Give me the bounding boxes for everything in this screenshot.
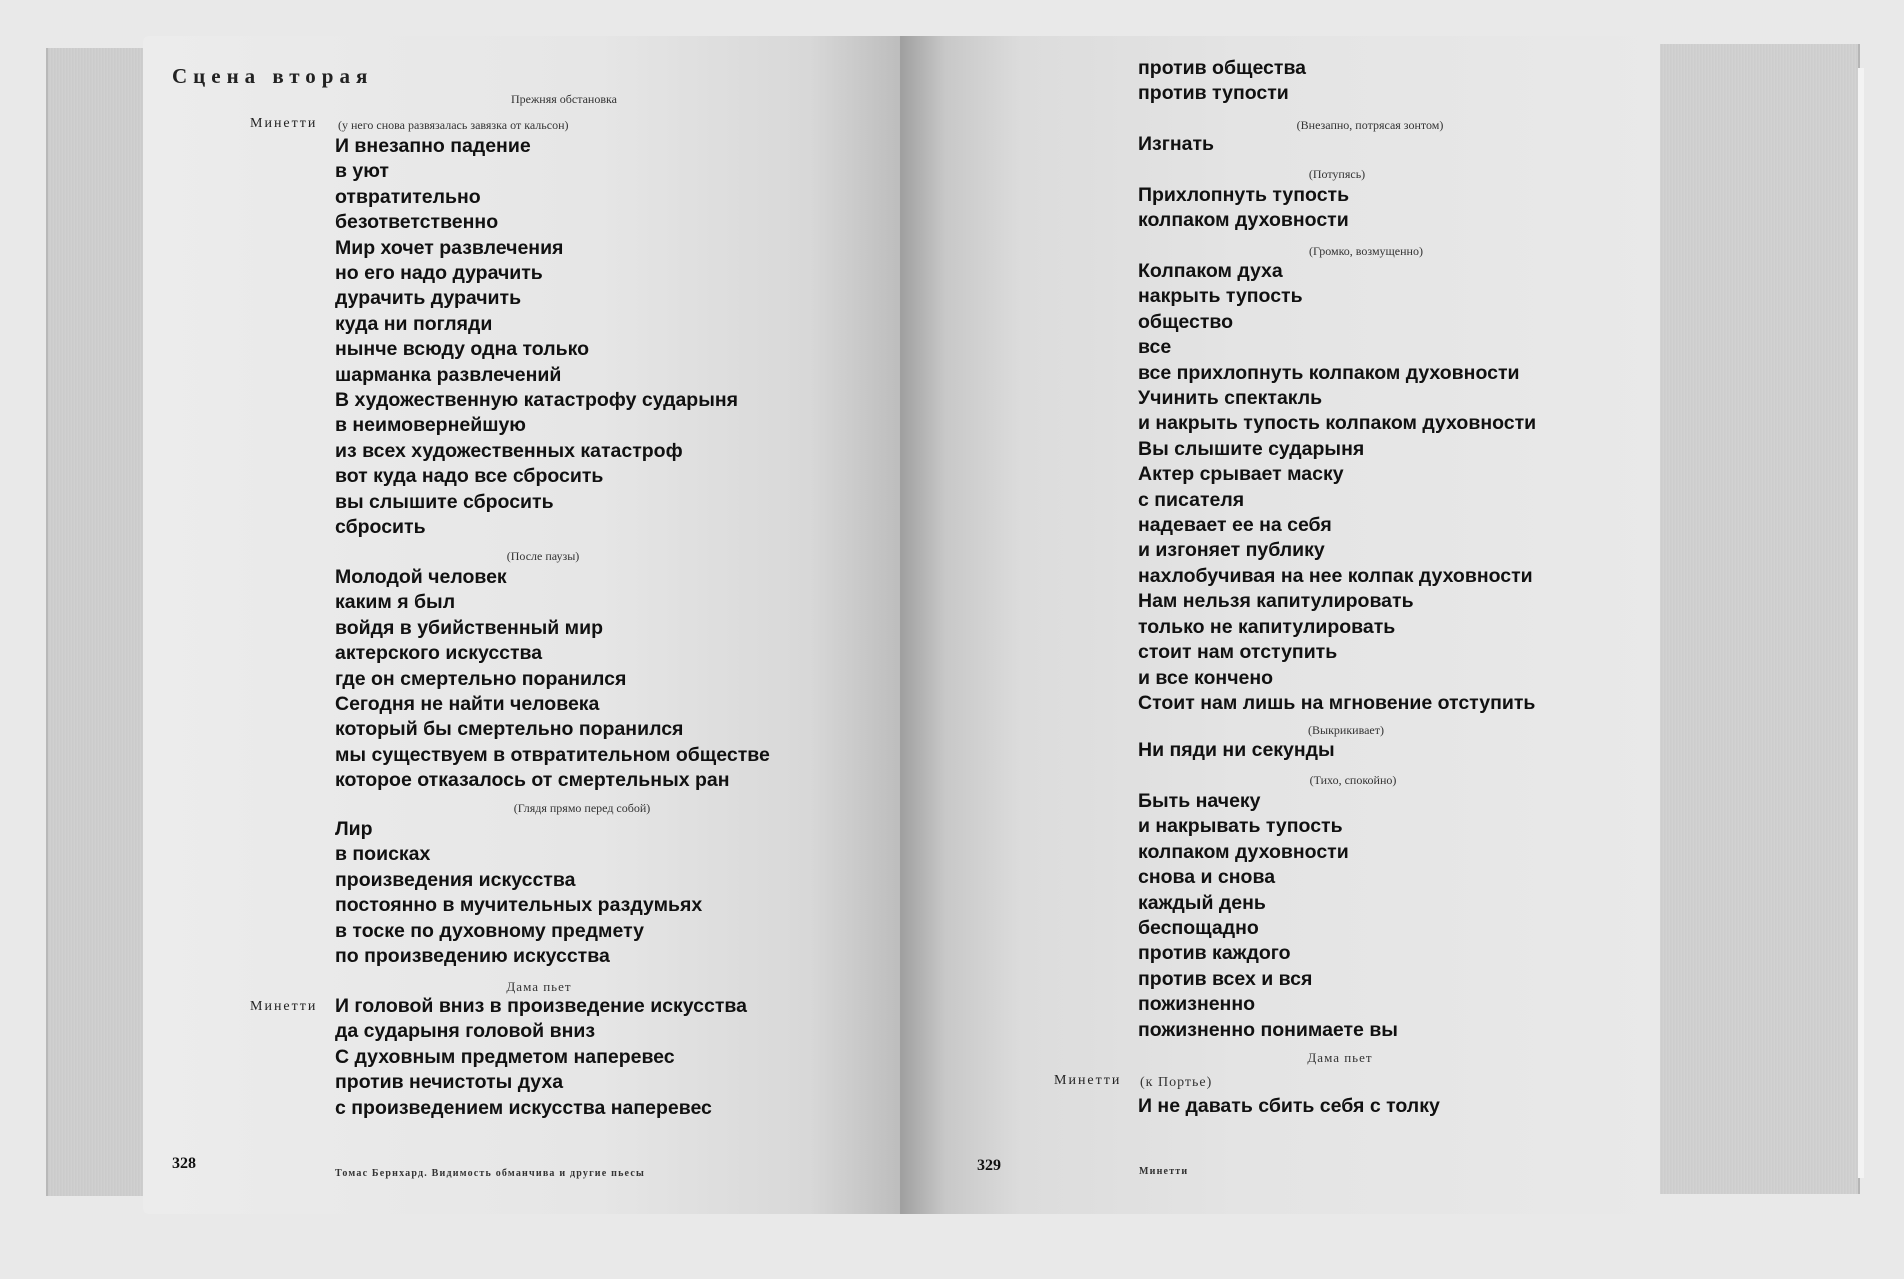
verse-line: Вы слышите сударыня [1138, 437, 1365, 460]
verse-line: с писателя [1138, 488, 1245, 511]
scene-title: Сцена вторая [172, 64, 374, 88]
verse-line: который бы смертельно поранился [335, 718, 684, 741]
verse-line: беспощадно [1138, 917, 1259, 940]
verse-line: безответственно [335, 211, 499, 234]
verse-line: дурачить дурачить [335, 287, 522, 310]
verse-line: нынче всюду одна только [335, 338, 589, 361]
verse-line: Стоит нам лишь на мгновение отступить [1138, 691, 1536, 714]
running-footer: Томас Бернхард. Видимость обманчива и другие пьесы [335, 1168, 645, 1179]
stage-direction: (Выкрикивает) [1308, 723, 1384, 737]
right-page [900, 36, 1660, 1214]
stage-direction: (Громко, возмущенно) [1309, 244, 1423, 258]
stage-direction: (Глядя прямо перед собой) [513, 801, 651, 815]
verse-line: в неимовернейшую [335, 414, 526, 437]
verse-line: но его надо дурачить [335, 262, 543, 285]
verse-line: Лир [335, 818, 373, 840]
verse-line: И внезапно падение [335, 135, 531, 157]
verse-line: мы существуем в отвратительном обществе [335, 743, 770, 766]
verse-line: все прихлопнуть колпаком духовности [1138, 361, 1520, 384]
verse-line: Сегодня не найти человека [335, 693, 600, 716]
verse-line: колпаком духовности [1138, 209, 1349, 232]
verse-line: вы слышите сбросить [335, 490, 554, 513]
verse-line: снова и снова [1138, 866, 1276, 889]
verse-line: колпаком духовности [1138, 840, 1349, 863]
verse-line: Быть начеку [1138, 790, 1261, 812]
verse-line: по произведению искусства [335, 945, 610, 968]
verse-block-3 [1138, 183, 1349, 234]
right-page-edges [1658, 44, 1860, 1194]
verse-block-6 [1138, 789, 1398, 1043]
verse-line: из всех художественных катастроф [335, 439, 683, 462]
verse-line: да сударыня головой вниз [335, 1020, 596, 1043]
page-number: 329 [977, 1157, 1001, 1174]
verse-line: и изгоняет публику [1138, 539, 1325, 562]
verse-line: Учинить спектакль [1138, 387, 1323, 410]
verse-line: общество [1138, 310, 1234, 333]
stage-direction: (Потупясь) [1308, 167, 1366, 181]
verse-line: в поисках [335, 843, 431, 866]
verse-block-4 [335, 994, 747, 1121]
stage-direction: Дама пьет [1307, 1050, 1373, 1065]
stage-direction: (После паузы) [506, 549, 580, 563]
verse-line: каким я был [335, 591, 456, 614]
verse-line: против нечистоты духа [335, 1071, 564, 1094]
verse-line: и все кончено [1138, 666, 1274, 689]
verse-line: Прихлопнуть тупость [1138, 184, 1350, 206]
verse-line: только не капитулировать [1138, 615, 1396, 638]
verse-block-5 [1138, 738, 1335, 763]
verse-line: Ни пяди ни секунды [1138, 739, 1335, 761]
verse-line: против общества [1138, 57, 1307, 79]
verse-line: с произведением искусства наперевес [335, 1096, 712, 1119]
running-footer: Минетти [1139, 1166, 1189, 1177]
verse-line: вот куда надо все сбросить [335, 465, 604, 488]
verse-block-4 [1138, 259, 1536, 716]
speaker-name: Минетти [250, 999, 318, 1014]
verse-line: актерского искусства [335, 642, 543, 665]
verse-line: накрыть тупость [1138, 285, 1303, 308]
verse-line: пожизненно [1138, 993, 1256, 1016]
verse-line: Молодой человек [335, 566, 507, 588]
stage-direction: (к Портье) [1140, 1075, 1213, 1090]
speaker-name: Минетти [250, 116, 318, 131]
verse-line: Изгнать [1138, 133, 1214, 155]
verse-block-1 [335, 134, 738, 541]
verse-block-7 [1138, 1094, 1440, 1119]
stage-direction: (Внезапно, потрясая зонтом) [1296, 118, 1444, 132]
page-number: 328 [172, 1155, 196, 1172]
verse-line: нахлобучивая на нее колпак духовности [1138, 564, 1533, 587]
verse-line: Нам нельзя капитулировать [1138, 590, 1414, 613]
verse-line: против всех и вся [1138, 967, 1313, 990]
left-page [143, 36, 900, 1214]
stage-direction: (у него снова развязалась завязка от кальсон) [338, 118, 569, 132]
verse-line: надевает ее на себя [1138, 514, 1332, 537]
stage-setting: Прежняя обстановка [511, 92, 617, 106]
verse-line: Актер срывает маску [1138, 463, 1344, 486]
verse-line: С духовным предметом наперевес [335, 1045, 675, 1068]
verse-line: против каждого [1138, 942, 1291, 965]
verse-block-3 [335, 817, 702, 969]
verse-line: постоянно в мучительных раздумьях [335, 894, 703, 917]
verse-line: против тупости [1138, 82, 1289, 105]
verse-line: Мир хочет развлечения [335, 236, 564, 259]
verse-line: и накрывать тупость [1138, 815, 1343, 838]
verse-line: которое отказалось от смертельных ран [335, 769, 730, 792]
stage-direction: Дама пьет [506, 979, 572, 994]
verse-line: каждый день [1138, 891, 1266, 914]
verse-line: Колпаком духа [1138, 260, 1283, 282]
verse-line: все [1138, 336, 1172, 359]
verse-line: где он смертельно поранился [335, 667, 627, 690]
left-page-edges [46, 48, 148, 1196]
verse-line: стоит нам отступить [1138, 641, 1338, 664]
verse-line: в уют [335, 160, 389, 183]
verse-line: И головой вниз в произведение искусства [335, 995, 747, 1017]
verse-line: В художественную катастрофу сударыня [335, 389, 739, 412]
verse-line: войдя в убийственный мир [335, 616, 603, 639]
speaker-name: Минетти [1054, 1073, 1122, 1088]
verse-line: сбросить [335, 516, 426, 539]
verse-line: в тоске по духовному предмету [335, 919, 644, 942]
verse-line: произведения искусства [335, 868, 576, 891]
verse-line: куда ни погляди [335, 312, 493, 335]
verse-line: И не давать сбить себя с толку [1138, 1095, 1440, 1117]
verse-line: отвратительно [335, 185, 481, 208]
stage-direction: (Тихо, спокойно) [1309, 773, 1397, 787]
verse-line: шарманка развлечений [335, 363, 562, 386]
verse-line: и накрыть тупость колпаком духовности [1138, 412, 1537, 435]
verse-block-2 [335, 565, 770, 794]
verse-line: пожизненно понимаете вы [1138, 1018, 1398, 1041]
verse-block-1 [1138, 56, 1306, 107]
verse-block-2 [1138, 132, 1214, 157]
